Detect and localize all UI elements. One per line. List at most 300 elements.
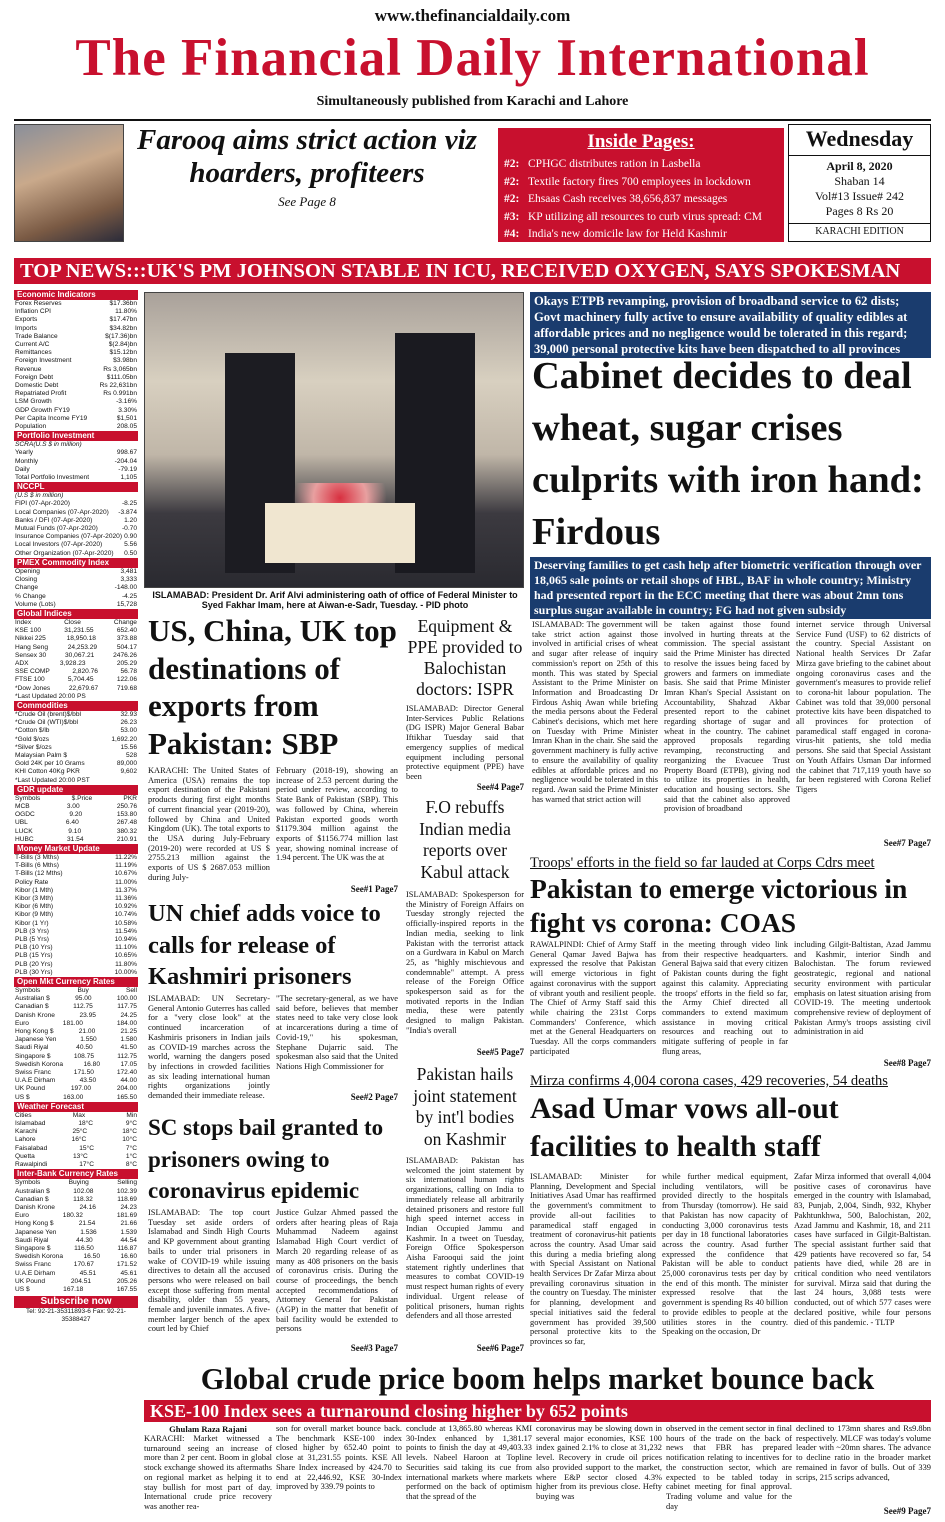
exports-headline[interactable]: US, China, UK top destinations of exports from Pakistan: SBP: [148, 613, 397, 761]
sidebar-row: [14, 1036, 138, 1044]
sidebar-cell: $1,501: [116, 414, 137, 422]
sidebar-cell: 0.50: [124, 549, 137, 557]
lead-see-page: See Page 8: [278, 194, 336, 209]
global-crude-headline[interactable]: Global crude price boom helps market bounce back: [200, 1362, 875, 1396]
sidebar-cell: 1.580: [120, 1036, 137, 1044]
sidebar-cell: FTSE 100: [15, 676, 45, 684]
sidebar-cell: 5,704.45: [67, 676, 94, 684]
sidebar-cell: 373.88: [116, 635, 137, 643]
sidebar-row: [14, 390, 138, 398]
sidebar-cell: 22,679.67: [68, 684, 99, 692]
sidebar-cell: 208.05: [116, 423, 137, 431]
sidebar-cell: 10.92%: [114, 903, 137, 911]
sidebar-cell: 56.78: [120, 668, 137, 676]
sidebar-cell: 32.93: [120, 710, 137, 718]
un-headline[interactable]: UN chief adds voice to calls for release of Kashmiri prisoners: [148, 900, 381, 990]
sc-headline[interactable]: SC stops bail granted to prisoners owing to coronavirus epidemic: [148, 1115, 384, 1203]
asad-headline[interactable]: Asad Umar vows all-out facilities to health staff: [530, 1092, 839, 1163]
sidebar-row: [14, 593, 138, 601]
ceremony-table: [265, 503, 415, 563]
sidebar-row: [14, 619, 138, 627]
sidebar-row: [14, 341, 138, 349]
sidebar-cell: Lahore: [15, 1136, 36, 1144]
sidebar-cell: T-Bills (3 Mths): [15, 853, 59, 861]
sidebar-cell: Change: [113, 618, 137, 626]
sidebar-cell: 10.94%: [114, 936, 137, 944]
weekday: Wednesday: [789, 125, 930, 156]
sidebar-cell: 1.20: [124, 516, 137, 524]
sidebar-cell: Exports: [15, 316, 38, 324]
sidebar-cell: Hong Kong $: [15, 1028, 54, 1036]
fo-body: ISLAMABAD: Spokesperson for the Ministry of Foreign Affairs on Tuesday strongly rejected the officially-inspired reports in the Indian media, seeking to link Pakistan with the terrorist attack on a Gurdwara in Kabul on March 25, as "highly mischievous and condemnable" attempt. A press release of the Foreign Office spokesperson said as for the motivated reports in the Indian media, these were patently designed to malign Pakistan. "India's overall: [406, 890, 524, 1035]
sidebar-cell: 40.50: [76, 1044, 93, 1052]
sidebar-cell: 11.00%: [115, 878, 137, 886]
sidebar-row: [14, 1212, 138, 1220]
sidebar-cell: GDP Growth FY19: [15, 406, 70, 414]
sidebar-cell: 170.67: [73, 1261, 94, 1269]
sidebar-cell: -8.25: [121, 500, 137, 508]
sidebar-cell: ADX: [15, 659, 29, 667]
cabinet-deck: Deserving families to get cash help after biometric verification through over 18,065 sale points or retail shops of HBL, BAF in whole country; Ministry had presented report in the ECC meeting that there was about 2mn tons surplus sugar available in country; FG had not given subsidy: [530, 557, 931, 619]
sidebar-cell: $17.36bn: [109, 300, 137, 307]
inside-item[interactable]: #2: Ehsaas Cash receives 38,656,837 messages: [504, 193, 728, 205]
coas-col-3: including Gilgit-Baltistan, Azad Jammu and Kashmir, interior Sindh and Balochistan. The forum reviewed geostrategic, regional and national security environment with particular emphasis on latest situation arising from COVID-19. The meeting undertook comprehensive review of deployment of Pakistan Army's troops assisting civil administration in aid: [794, 940, 931, 1037]
sidebar-cell: Saudi Riyal: [15, 1044, 49, 1052]
sidebar-cell: 95.00: [75, 995, 92, 1003]
sidebar-row: [14, 1245, 138, 1253]
sidebar-cell: -3.874: [118, 508, 137, 516]
sidebar-cell: HUBC: [15, 835, 34, 843]
sidebar-row: [14, 568, 138, 576]
sidebar-row: [14, 676, 138, 684]
sidebar-row: [14, 895, 138, 903]
sidebar-section-title: Portfolio Investment: [14, 431, 138, 441]
sidebar-cell: Closing: [15, 576, 37, 584]
sidebar-cell: 16°C: [71, 1136, 87, 1144]
sidebar-cell: 9.20: [69, 811, 83, 819]
hails-headline[interactable]: Pakistan hails joint statement by int'l bodies on Kashmir: [413, 1064, 517, 1149]
inside-pages-title: Inside Pages:: [587, 131, 695, 152]
sidebar-cell: Inflation CPI: [15, 308, 51, 316]
sidebar-row: [14, 1270, 138, 1278]
sidebar-cell: 1.550: [80, 1036, 97, 1044]
sidebar-row: [14, 795, 138, 803]
sidebar-cell: $17.47bn: [109, 316, 137, 324]
sidebar-cell: 380.32: [116, 827, 137, 835]
inside-item[interactable]: #2: Textile factory fires 700 employees in lockdown: [504, 175, 751, 188]
sidebar-cell: 528: [125, 751, 137, 759]
sidebar-cell: -4.25: [121, 592, 137, 600]
sidebar-note: (U.S $ in million): [15, 492, 64, 500]
sidebar-cell: 26.23: [120, 719, 137, 727]
sidebar-cell: $(2.84)bn: [108, 341, 137, 349]
sidebar-section-title: NCCPL: [14, 482, 138, 492]
hails-body: ISLAMABAD: Pakistan has welcomed the joint statement by six international human rights organizations, calling on India to immediately release all arbitrarily detained prisoners and restore full high speed internet access in Indian Occupied Jammu and Kashmir. In a tweet on Tuesday, Foreign Office Spokesperson Aisha Farooqui said the joint statement rightly underlines that measures to combat COVID-19 must respect human rights of every individual. Urgent release of political prisoners, human rights defenders and all those arrested: [406, 1156, 524, 1321]
hijri-date: Shaban 14: [834, 174, 885, 188]
subscribe-button[interactable]: Subscribe now: [14, 1296, 138, 1308]
un-col-2: "The secretary-general, as we have said before, believes that member states need to take very close look at incarcerations during a time of Covid-19," his spokesman, Stephane Dujarric said. The spokesman also said that the United Nations High Commissioner for: [276, 994, 398, 1071]
sidebar-cell: 1,692.20: [111, 735, 137, 743]
sidebar-cell: Islamabad: [15, 1120, 46, 1128]
global-col-1: KARACHI: Market witnessed a turnaround seeing an increase of more than 2 per cent. Boom in global stock exchange showed its aftermaths on regional market as helping it to stay bullish for most part of day. International crude price recovery was another rea-: [144, 1434, 272, 1511]
sidebar-cell: 3,481: [120, 567, 137, 575]
ppe-headline[interactable]: Equipment & PPE provided to Balochistan doctors: ISPR: [407, 616, 523, 699]
sidebar-cell: 1.539: [120, 1228, 137, 1236]
sidebar-cell: Canadian $: [15, 1195, 49, 1203]
sidebar-row: [14, 903, 138, 911]
sidebar-cell: 44.00: [120, 1077, 137, 1085]
sidebar-cell: Canadian $: [15, 1003, 49, 1011]
sidebar-cell: 181.00: [62, 1019, 83, 1027]
sidebar-cell: 1,105: [120, 474, 137, 482]
sidebar-cell: *Gold $/ozs: [15, 735, 50, 743]
sidebar-cell: 0.90: [124, 533, 137, 541]
exports-col-2: February (2018-19), showing an increase of 2.53 percent during the period under review, according to State Bank of Pakistan (SBP). This was followed by China, wherein Pakistan exported goods worth $1179.304 million against the exports of $1156.774 million last year, showing nominal increase of 1.94 percent. The UK was the at: [276, 766, 398, 863]
sidebar-cell: 21.00: [78, 1028, 96, 1036]
sidebar-cell: Rs 3,065bn: [103, 365, 137, 373]
sidebar-cell: Kibor (9 Mth): [15, 911, 54, 919]
sidebar-cell: 9,602: [120, 768, 137, 776]
lead-story: [128, 124, 486, 210]
sidebar-cell: Population: [15, 423, 47, 431]
sidebar-cell: KHI Cotton 40Kg PKR: [15, 768, 80, 776]
sidebar-section-title: Money Market Update: [14, 844, 138, 854]
coas-kicker: Troops' efforts in the field so far lauded at Corps Cdrs meet: [530, 855, 875, 871]
sidebar-row: [14, 768, 138, 776]
sidebar-cell: PLB (15 Yrs): [15, 952, 53, 960]
sidebar-row: [14, 777, 138, 785]
inside-pages-box: [498, 128, 784, 242]
sidebar-cell: Swiss Franc: [15, 1261, 51, 1269]
cabinet-headline[interactable]: Cabinet decides to deal wheat, sugar crises culprits with iron hand: Firdous: [532, 355, 924, 553]
sidebar-cell: 17°C: [79, 1161, 94, 1169]
sidebar-row: [14, 760, 138, 768]
global-see[interactable]: See#9 Page7: [883, 1506, 931, 1516]
sidebar-cell: UK Pound: [15, 1085, 46, 1093]
sidebar-cell: Singapore $: [15, 1244, 51, 1252]
sidebar-row: [14, 601, 138, 609]
sidebar-cell: Rs 22,631bn: [99, 382, 137, 390]
sidebar-row: [14, 1204, 138, 1212]
sidebar-row: [14, 1028, 138, 1036]
sidebar-cell: 16.50: [83, 1253, 101, 1261]
sidebar-note: SCRA(U.S $ in million): [15, 441, 82, 449]
sidebar-row: [14, 879, 138, 887]
sidebar-cell: LUCK: [15, 827, 33, 835]
sidebar-row: [14, 541, 138, 549]
sidebar-cell: % Change: [15, 592, 46, 600]
sidebar-cell: PLB (30 Yrs): [15, 968, 53, 976]
sidebar-cell: 171.52: [116, 1261, 137, 1269]
sidebar-row: [14, 862, 138, 870]
sidebar-cell: FIPI (07-Apr-2020): [15, 500, 70, 508]
sidebar-row: [14, 803, 138, 811]
sidebar-cell: 116.87: [117, 1244, 137, 1252]
sidebar-cell: Selling: [117, 1179, 137, 1187]
sidebar-row: [14, 952, 138, 960]
sidebar-section-title: Open Mkt Currency Rates: [14, 977, 138, 987]
sidebar-section-title: Inter-Bank Currency Rates: [14, 1169, 138, 1179]
sc-see[interactable]: See#3 Page7: [350, 1343, 398, 1353]
photo-caption: ISLAMABAD: President Dr. Arif Alvi administering oath of office of Federal Minister to Syed Fakhar Imam, here at Aiwan-e-Sadr, Tuesday. - PID photo: [152, 590, 518, 610]
sidebar-row: [14, 652, 138, 660]
sidebar-cell: 17.05: [120, 1060, 137, 1068]
sidebar-cell: UBL: [15, 819, 28, 827]
sidebar-cell: 184.00: [116, 1019, 137, 1027]
sidebar-cell: 11.80%: [115, 960, 137, 968]
sidebar-cell: T-Bills (6 Mths): [15, 862, 59, 870]
sidebar-row: [14, 668, 138, 676]
sidebar-cell: 11.19%: [115, 862, 137, 870]
sidebar-row: [14, 887, 138, 895]
sidebar-cell: Hong Kong $: [15, 1220, 54, 1228]
sidebar-row: [14, 727, 138, 735]
sidebar-cell: 11.22%: [115, 853, 137, 861]
cabinet-see[interactable]: See#7 Page7: [883, 838, 931, 848]
sidebar-row: [14, 870, 138, 878]
sidebar-cell: 171.50: [73, 1069, 94, 1077]
sidebar-cell: Volume (Lots): [15, 600, 56, 608]
sidebar-cell: 180.32: [62, 1212, 83, 1220]
sidebar-row: [14, 995, 138, 1003]
sidebar-cell: *Dow Jones: [15, 684, 51, 692]
sidebar-cell: Cities: [15, 1111, 32, 1119]
byline: Ghulam Raza Rajani: [169, 1424, 247, 1434]
sidebar-cell: 10.58%: [114, 919, 137, 927]
inside-item[interactable]: #4: India's new domicile law for Held Kashmir: [504, 228, 727, 240]
sidebar-cell: 21.66: [120, 1220, 137, 1228]
un-see[interactable]: See#2 Page7: [350, 1092, 398, 1102]
sidebar-cell: Sensex 30: [15, 651, 47, 659]
exports-see[interactable]: See#1 Page7: [350, 884, 398, 894]
hails-see[interactable]: See#6 Page7: [476, 1343, 524, 1353]
sidebar-cell: Kibor (6 Mth): [15, 903, 54, 911]
sidebar-row: [14, 1286, 138, 1294]
sidebar-row: [14, 382, 138, 390]
sidebar-row: [14, 525, 138, 533]
sidebar-cell: 53.00: [120, 727, 137, 735]
sidebar-section-title: GDR update: [14, 785, 138, 795]
inside-item[interactable]: #3: KP utilizing all resources to curb virus spread: CM: [504, 210, 763, 223]
sidebar-row: [14, 1112, 138, 1120]
sidebar-cell: Buy: [77, 987, 89, 995]
sidebar-row: [14, 509, 138, 517]
sidebar-cell: $34.82bn: [109, 324, 137, 332]
sidebar-row: [14, 1196, 138, 1204]
sidebar-row: [14, 719, 138, 727]
inside-item[interactable]: #2: CPHGC distributes ration in Lasbella: [504, 158, 701, 170]
sidebar-cell: 18°C: [78, 1120, 94, 1128]
ppe-see[interactable]: See#4 Page7: [476, 782, 524, 792]
sidebar-cell: 13°C: [72, 1152, 88, 1160]
sidebar-cell: Hang Seng: [15, 643, 48, 651]
asad-col-1: ISLAMABAD: Minister for Planning, Development and Special Initiatives Asad Umar has reaffirmed the government's commitment to provide all-out facilities to paramedical staff engaged in treatment of coronavirus-hit patients across the country. Asad Umar said this during a media briefing along with Special Assistant on National health Services Dr Zafar Mirza about prevailing coronavirus situation in the country on Tuesday. The minister for planning, development and special initiatives said the federal government has provided 39,500 personal protective kits to the provinces so far,: [530, 1172, 656, 1346]
sidebar-cell: LSM Growth: [15, 398, 52, 406]
sidebar-cell: 112.75: [117, 1052, 137, 1060]
sidebar-cell: 41.50: [120, 1044, 137, 1052]
sidebar-row: [14, 576, 138, 584]
sidebar-cell: 45.61: [120, 1269, 137, 1277]
sidebar-cell: *Crude Oil (WTI)$/bbl: [15, 719, 79, 727]
sidebar-section-title: Commodities: [14, 701, 138, 711]
fo-see[interactable]: See#5 Page7: [476, 1047, 524, 1057]
sidebar-cell: 210.91: [116, 835, 137, 843]
sidebar-row: [14, 1053, 138, 1061]
sidebar-row: [14, 349, 138, 357]
sidebar-cell: 3.00: [66, 802, 80, 810]
un-col-1: ISLAMABAD: UN Secretary-General Antonio Guterres has called for a "very close look" at the continued incarceration of Kashmiris prisoners in Indian jails as COVID-19 marches across the world, warning the dangers posed by infections in crowded facilities as six leading international human rights organizations jointly demanded their immediate release.: [148, 994, 270, 1101]
coas-col-1: RAWALPINDI: Chief of Army Staff General Qamar Javed Bajwa has expressed the resolve that Pakistan will emerge victorious in fight against coronavirus with the support of vibrant youth and resilient people. The Chief of Army Staff said this while chairing the 231st Corps Commanders' Conference, which met at the General Headquarters on Tuesday. All the corps commanders participated: [530, 940, 656, 1056]
sidebar-row: [14, 466, 138, 474]
tagline: Simultaneously published from Karachi and Lahore: [316, 94, 629, 109]
sidebar-cell: *Last Updated 20:00 PST: [15, 776, 90, 784]
oath-ceremony-photo: [144, 292, 524, 588]
sidebar-row: [14, 1261, 138, 1269]
sidebar-cell: Swedish Korona: [15, 1060, 64, 1068]
sidebar-cell: 8°C: [125, 1161, 137, 1169]
sidebar-cell: 3,333: [120, 576, 137, 584]
sidebar-cell: Current A/C: [15, 341, 50, 349]
coas-see[interactable]: See#8 Page7: [883, 1058, 931, 1068]
sidebar-cell: Index: [15, 618, 32, 626]
sidebar-cell: Banks / DFI (07-Apr-2020): [15, 516, 93, 524]
sidebar-cell: *Crude Oil (brent)$/bbl: [15, 710, 81, 718]
sidebar-cell: 16.60: [120, 1253, 137, 1261]
sidebar-cell: Rs 0.991bn: [103, 390, 137, 398]
exports-col-1: KARACHI: The United States of America (USA) remains the top export destination of the Pakistani products during first eight months of current financial year (2019-20), followed by China and United Kingdom (UK). The total exports to the USA during July-February (2019-20) were recorded at US $ 2755.213 million against the exports of US $ 2687.053 million during July-: [148, 766, 270, 882]
sidebar-cell: Foreign Debt: [15, 373, 54, 381]
sidebar-cell: Swedish Korona: [15, 1253, 64, 1261]
sidebar-cell: 44.30: [76, 1236, 93, 1244]
sidebar-cell: 30,067.21: [64, 651, 95, 659]
sidebar-row: [14, 1077, 138, 1085]
sidebar-cell: Local Investors (07-Apr-2020): [15, 541, 103, 549]
sidebar-cell: Malaysian Palm $: [15, 751, 68, 759]
sidebar-cell: Kibor (3 Mth): [15, 895, 54, 902]
sidebar-section-title: PMEX Commodity Index: [14, 558, 138, 568]
sidebar-cell: PLB (10 Yrs): [15, 944, 53, 952]
sidebar-cell: 31.54: [67, 835, 84, 843]
sidebar-cell: 10.74%: [114, 911, 137, 919]
sidebar-cell: 11.10%: [115, 944, 137, 952]
issue-date: April 8, 2020: [826, 159, 893, 173]
sidebar-cell: Symbols: [15, 987, 41, 995]
sidebar-cell: Domestic Debt: [15, 382, 59, 390]
sidebar-row: [14, 711, 138, 719]
sidebar-cell: Sell: [125, 987, 137, 995]
asad-col-2: while further medical equipment, including ventilators, will be provided directly to the hospitals from Thursday (tomorrow). He said that Pakistan has now capacity of conducting 3,000 coronavirus tests per day in 18 functional laboratories across the country. Asad further expressed the confidence that Pakistan will be able to conduct 25,000 coronavirus tests per day by the end of this month. The minister expressed resolve that the government is spending Rs 40 billion to provide edibles to people at the utilities stores in the country. Speaking on the occasion, Dr: [662, 1172, 788, 1337]
coas-col-2: in the meeting through video link from their respective headquarters. General Bajwa said that every citizen of Pakistan counts during the fight against this calamity. Appreciating the troops' efforts in the field so far, the Army Chief directed all commanders to extend maximum assistance in moving critical resources and reaching out to mitigate suffering of people in far flung areas,: [662, 940, 788, 1056]
sidebar-row: [14, 1003, 138, 1011]
sidebar-cell: UK Pound: [15, 1277, 46, 1285]
sidebar-row: [14, 920, 138, 928]
sidebar-cell: 10.65%: [114, 952, 137, 960]
sidebar-cell: Symbols: [15, 1179, 41, 1187]
sidebar-row: [14, 374, 138, 382]
sidebar-section-title: Global Indices: [14, 609, 138, 619]
edition: KARACHI EDITION: [789, 223, 930, 237]
cabinet-col-1: ISLAMABAD: The government will take strict action against those involved in artificial crises of wheat and sugar after release of inquiry commission's report on 25th of this month. This was stated by Special Assistant to the Prime Minister on Information and Broadcasting Dr Firdous Ashiq Awan while briefing the media persons about the Federal Cabinet's decisions, which met here on Tuesday with Prime Minister Imran Khan in the chair. She said the government machinery is fully active to ensure the availability of quality edibles at affordable prices and no negligence would be tolerated in this regard. Awan said the Prime Minister has warned that strict action will: [532, 620, 658, 804]
sidebar-row: [14, 1188, 138, 1196]
sidebar-row: [14, 811, 138, 819]
sidebar-cell: Total Portfolio Investment: [15, 474, 90, 482]
top-news-banner[interactable]: TOP NEWS:::UK'S PM JOHNSON STABLE IN ICU, RECEIVED OXYGEN, SAYS SPOKESMAN: [14, 258, 931, 284]
sidebar-row: [14, 1085, 138, 1093]
sidebar-cell: *Last Updated 20:00 PS: [15, 692, 86, 700]
sidebar-cell: 122.06: [116, 676, 137, 684]
sidebar-cell: Insurance Companies (07-Apr-2020): [15, 533, 123, 541]
sidebar-row: [14, 316, 138, 324]
sidebar-cell: 2476.26: [113, 651, 137, 659]
sidebar-cell: *Silver $/ozs: [15, 743, 52, 751]
sidebar-cell: 11.36%: [115, 895, 137, 902]
sidebar-cell: -204.04: [114, 457, 137, 465]
sidebar-cell: 18,950.18: [66, 635, 96, 643]
sidebar-cell: 3,928.23: [59, 659, 86, 667]
sidebar-cell: -148.00: [114, 584, 137, 592]
sidebar-cell: 24.16: [79, 1203, 96, 1211]
sidebar-cell: 16.80: [83, 1060, 101, 1068]
global-col-2: son for overall market bounce back. The benchmark KSE-100 index closed higher by 652.40 point to close at 31,231.55 points. KSE All Share Index increased by 424.70 to end at 22,446.92, KSE 30-Index improved by 339.79 points to: [276, 1424, 402, 1492]
sidebar-row: [14, 1145, 138, 1153]
sidebar-row: [14, 1020, 138, 1028]
sidebar-cell: Change: [15, 584, 39, 592]
sidebar-cell: 43.50: [79, 1077, 97, 1085]
coas-headline[interactable]: Pakistan to emerge victorious in fight vs corona: COAS: [530, 873, 908, 938]
sidebar-row: [14, 635, 138, 643]
portrait-photo: [14, 124, 124, 242]
sidebar-cell: 15°C: [79, 1144, 94, 1152]
global-col-5: observed in the cement sector in final hours of the trade on the back of news that FBR has prepared notification relating to incentives for the construction sector, which are expected to be tabled today in cabinet meeting for final approval. Trading volume and value for the day: [666, 1424, 792, 1511]
sidebar-row: [14, 944, 138, 952]
sidebar-cell: $111.05bn: [106, 373, 137, 381]
sidebar-cell: 153.80: [116, 811, 137, 819]
sidebar-cell: 24,253.29: [67, 643, 98, 651]
sidebar-cell: 10.00%: [114, 968, 137, 976]
sidebar-row: [14, 1229, 138, 1237]
sidebar-cell: US $: [15, 1093, 30, 1101]
global-col-4: coronavirus may be slowing down in several major economies, KSE 100 index gained 2.1% to close at 31,232 level. Recovery in crude oil prices also provided support to the market, where E&P sector closed 4.3% higher from its previous close. Hefty buying was: [536, 1424, 662, 1501]
sidebar-row: [14, 961, 138, 969]
sidebar-cell: 108.75: [73, 1052, 95, 1060]
sidebar-row: [14, 627, 138, 635]
site-url[interactable]: www.thefinancialdaily.com: [374, 6, 571, 25]
sidebar-row: [14, 300, 138, 308]
cabinet-col-2: be taken against those found involved in hurting threats at the commission. The special assistant said the Prime Minister has directed to resolve the issues being faced by growers and farmers on immediate basis. She said that Prime Minister Imran Khan's Special Assistant on Accountability, Shahzad Akbar presented report to the cabinet regarding shortage of sugar and wheat in the country. The cabinet approved proposals regarding revamping, reconstructing and reorganizing the Evacuee Trust Property Board (ETPB), giving nod to utilize its properties in health, education and housing sectors. She said that the cabinet also approved provision of broadband: [664, 620, 790, 814]
sidebar-cell: 167.18: [63, 1285, 84, 1293]
sidebar-row: [14, 423, 138, 431]
sidebar-row: [14, 644, 138, 652]
sidebar-cell: 10.67%: [114, 870, 137, 878]
sidebar-row: [14, 660, 138, 668]
sidebar-cell: Symbols: [15, 794, 41, 802]
sidebar-section-title: Weather Forecast: [14, 1102, 138, 1112]
sidebar-cell: 504.17: [116, 643, 137, 651]
sidebar-row: [14, 333, 138, 341]
sidebar-cell: 21.54: [78, 1220, 96, 1228]
sidebar-cell: 112.75: [73, 1003, 93, 1011]
sidebar-row: [14, 736, 138, 744]
sidebar-cell: 181.69: [116, 1212, 137, 1220]
sidebar-cell: -3.16%: [116, 398, 137, 406]
sidebar-cell: MCB: [15, 802, 30, 810]
sidebar-cell: 1.536: [80, 1228, 97, 1236]
sidebar-row: [14, 1161, 138, 1169]
fo-headline[interactable]: F.O rebuffs Indian media reports over Kabul attack: [419, 797, 511, 882]
sidebar-row: [14, 458, 138, 466]
sidebar-cell: 163.00: [63, 1093, 84, 1101]
sidebar-row: [14, 1061, 138, 1069]
